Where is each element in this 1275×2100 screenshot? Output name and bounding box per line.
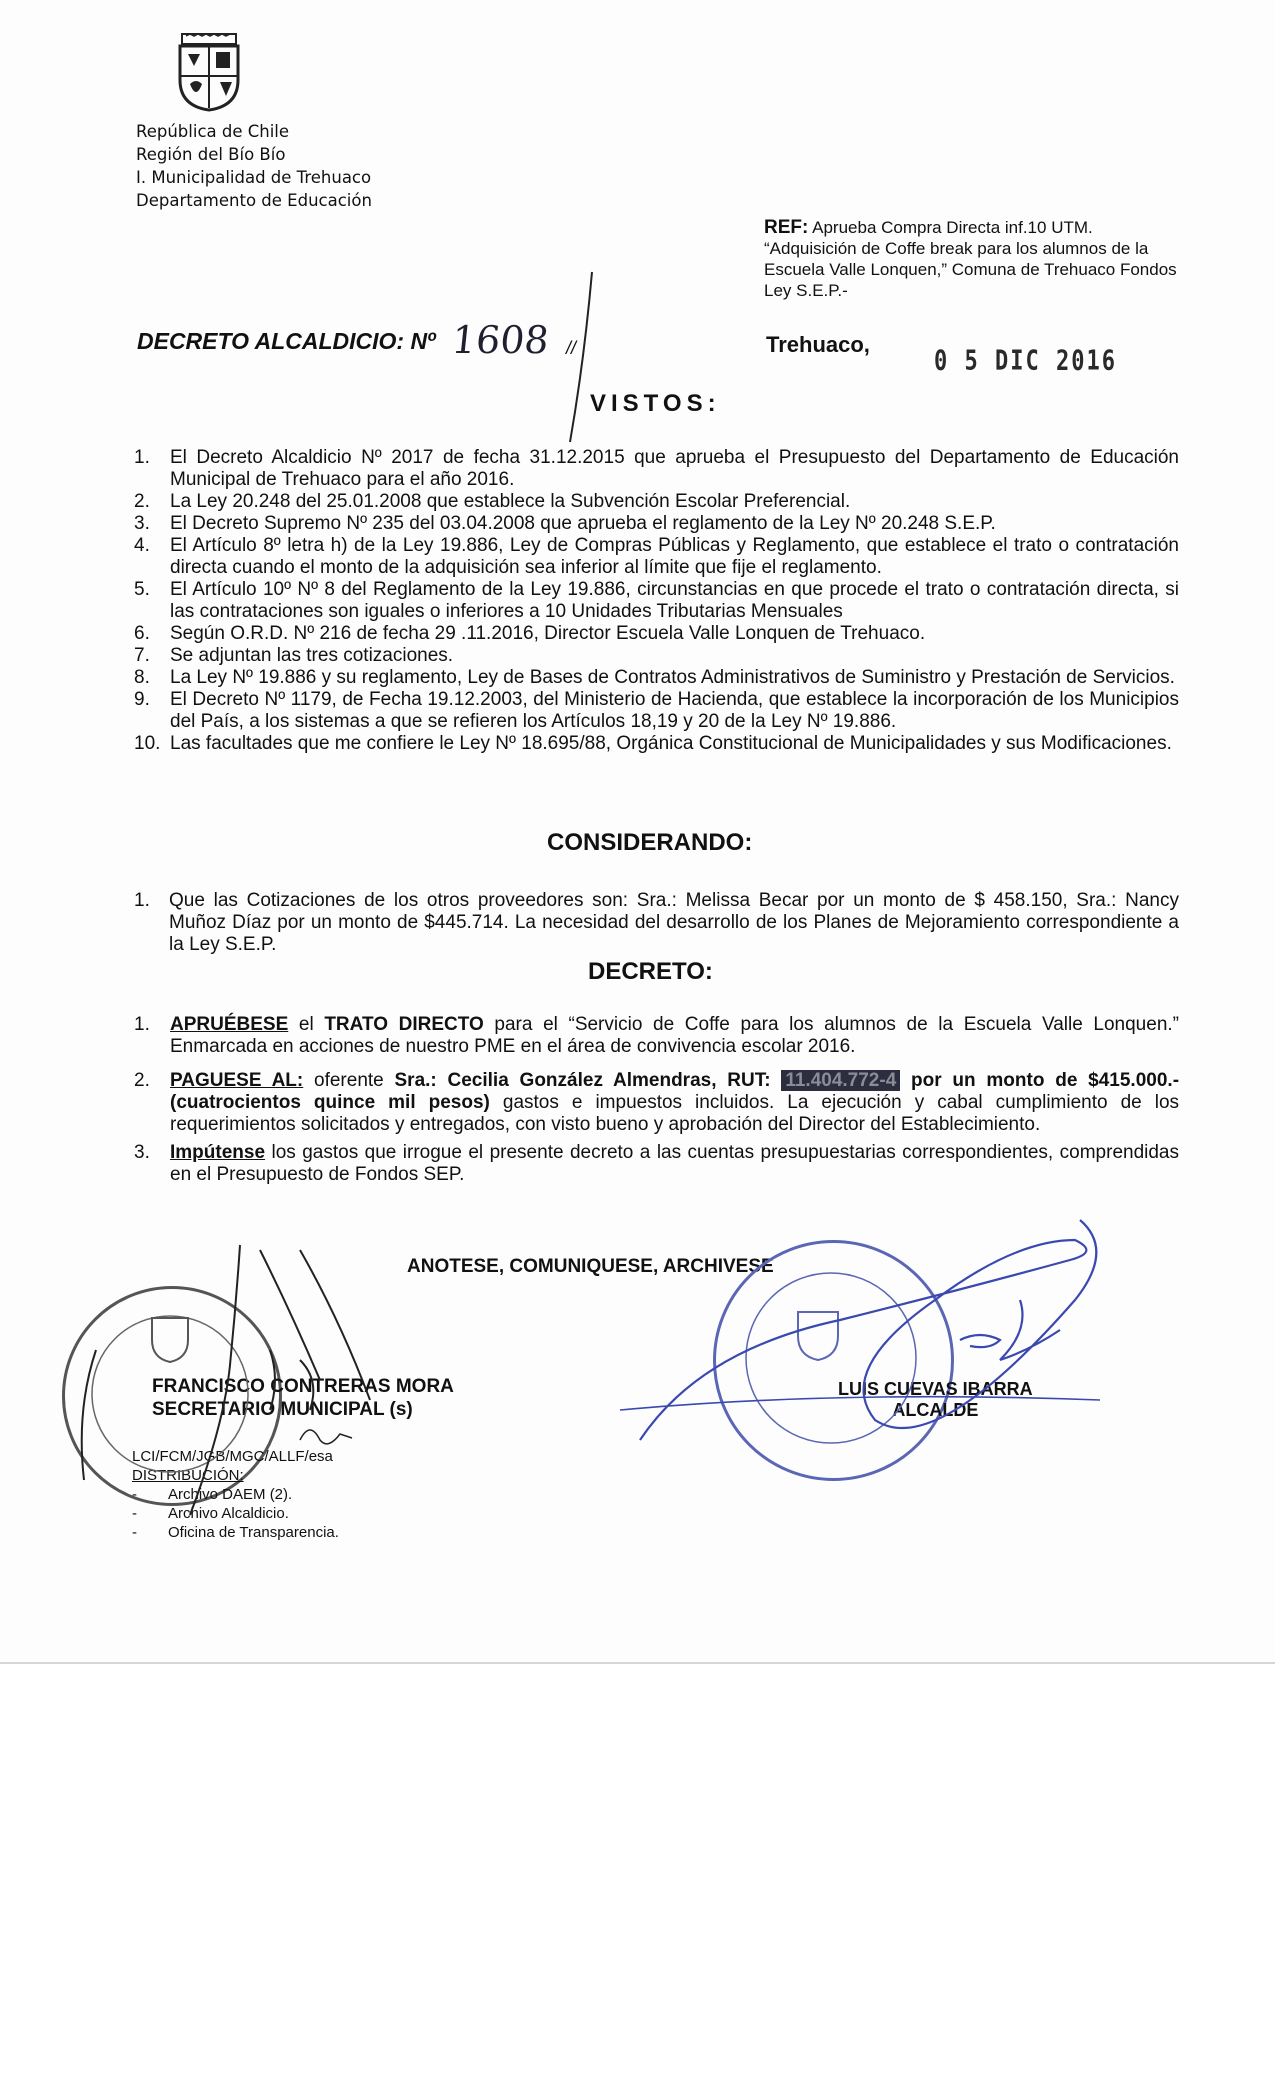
item-number: 1.	[134, 890, 150, 911]
item-text: La Ley Nº 19.886 y su reglamento, Ley de Bases de Contratos Administrativos de Suministro y Prestación de Servicios.	[170, 667, 1175, 688]
item-number: 4.	[134, 535, 150, 556]
institution-block	[136, 120, 372, 212]
municipal-crest-icon	[176, 32, 242, 112]
mayor-title: ALCALDE	[892, 1400, 979, 1420]
blank-area	[0, 1664, 1275, 2100]
list-item	[134, 645, 1179, 667]
secretary-initials-scribble	[300, 1430, 352, 1444]
list-item	[134, 623, 1179, 645]
distribution-item: - Archivo Alcaldicio.	[132, 1504, 339, 1523]
item-number: 10.	[134, 733, 161, 754]
item-lead: APRUÉBESE	[170, 1014, 289, 1035]
ref-text: Aprueba Compra Directa inf.10 UTM. “Adquisición de Coffe break para los alumnos de la Escuela Valle Lonquen,” Comuna de Trehuaco Fondos Ley S.E.P.-	[764, 218, 1177, 300]
list-item	[134, 447, 1179, 491]
item-text: El Artículo 8º letra h) de la Ley 19.886, Ley de Compras Públicas y Reglamento, que establece el trato o contratación directa cuando el monto de la adquisición sea inferior al límite que fije el reglamento.	[170, 535, 1179, 578]
redacted-rut: 11.404.772-4	[781, 1070, 900, 1091]
secretary-name: FRANCISCO CONTRERAS MORA	[152, 1376, 454, 1397]
secretary-title: SECRETARIO MUNICIPAL (s)	[152, 1399, 413, 1420]
item-text: Que las Cotizaciones de los otros proveedores son: Sra.: Melissa Becar por un monto de $ 458.150, Sra.: Nancy Muñoz Díaz por un monto de $445.714. La necesidad del desarrollo de los Planes de Mejoramiento correspondiente a la Ley S.E.P.	[169, 890, 1179, 955]
item-text: El Artículo 10º Nº 8 del Reglamento de la Ley 19.886, circunstancias en que procede el trato o contratación directa, si las contrataciones son iguales o inferiores a 10 Unidades Tributarias Mensuales	[170, 579, 1179, 622]
mayor-name: LUIS CUEVAS IBARRA	[838, 1379, 1033, 1399]
item-number: 3.	[134, 513, 150, 534]
list-item	[134, 491, 1179, 513]
distribution-item: - Archivo DAEM (2).	[132, 1485, 339, 1504]
decreto-list	[134, 1014, 1179, 1198]
item-number: 2.	[134, 1070, 150, 1091]
institution-line: República de Chile	[136, 122, 290, 141]
decree-slashes: //	[566, 338, 577, 358]
item-text: oferente	[303, 1070, 395, 1091]
decreto-heading: DECRETO:	[588, 958, 713, 985]
secretary-signature-block	[152, 1375, 454, 1421]
item-text: Se adjuntan las tres cotizaciones.	[170, 645, 454, 666]
item-text: los gastos que irrogue el presente decreto a las cuentas presupuestarias correspondientes, comprendidas en el Presupuesto de Fondos SEP.	[170, 1142, 1179, 1185]
list-item	[134, 890, 1179, 956]
considerando-list	[134, 890, 1179, 956]
distribution-title: DISTRIBUCIÓN:	[132, 1467, 244, 1484]
item-number: 9.	[134, 689, 150, 710]
item-bold: Sra.: Cecilia González Almendras, RUT:	[394, 1070, 771, 1091]
item-text: el	[288, 1014, 325, 1035]
item-text: El Decreto Alcaldicio Nº 2017 de fecha 31.12.2015 que aprueba el Presupuesto del Departamento de Educación Municipal de Trehuaco para el año 2016.	[170, 447, 1179, 490]
institution-line: Región del Bío Bío	[136, 145, 286, 164]
distribution-block	[132, 1466, 339, 1542]
item-text: Según O.R.D. Nº 216 de fecha 29 .11.2016, Director Escuela Valle Lonquen de Trehuaco.	[170, 623, 926, 644]
considerando-heading: CONSIDERANDO:	[547, 829, 753, 856]
list-item	[134, 1014, 1179, 1058]
item-bold: por un monto de $415.000.- (cuatrocientos quince mil pesos)	[170, 1070, 1180, 1113]
place-label: Trehuaco,	[766, 332, 870, 357]
item-number: 8.	[134, 667, 150, 688]
list-item	[134, 513, 1179, 535]
item-bold: TRATO DIRECTO	[324, 1014, 484, 1035]
list-item	[134, 733, 1179, 755]
item-number: 5.	[134, 579, 150, 600]
list-item	[134, 667, 1179, 689]
date-stamp: 0 5 DIC 2016	[934, 345, 1117, 378]
item-text: para el “Servicio de Coffe para los alumnos de la Escuela Valle Lonquen.” Enmarcada en acciones de nuestro PME en el área de convivencia escolar 2016.	[170, 1014, 1179, 1057]
decree-title: DECRETO ALCALDICIO: Nº	[137, 328, 436, 354]
list-item	[134, 1142, 1179, 1186]
closing-formula: ANOTESE, COMUNIQUESE, ARCHIVESE	[407, 1256, 774, 1277]
item-text: gastos e impuestos incluidos. La ejecución y cabal cumplimiento de los requerimientos solicitados y entregados, con visto bueno y aprobación del Director del Establecimiento.	[170, 1092, 1180, 1135]
item-number: 2.	[134, 491, 150, 512]
item-text: Las facultades que me confiere le Ley Nº 18.695/88, Orgánica Constitucional de Municipalidades y sus Modificaciones.	[170, 733, 1172, 754]
item-number: 1.	[134, 1014, 150, 1035]
list-item	[134, 535, 1179, 579]
reference-block	[764, 217, 1184, 301]
vistos-heading: VISTOS:	[590, 390, 721, 417]
item-lead: Impútense	[170, 1142, 266, 1163]
drafter-initials: LCI/FCM/JGB/MGC/ALLF/esa	[132, 1448, 333, 1465]
mayor-signature-block	[838, 1379, 1033, 1421]
vistos-list	[134, 447, 1179, 755]
mayor-seal-icon	[713, 1240, 954, 1481]
institution-line: Departamento de Educación	[136, 191, 372, 210]
list-item	[134, 579, 1179, 623]
item-lead: PAGUESE AL:	[170, 1070, 304, 1091]
item-text: El Decreto Supremo Nº 235 del 03.04.2008 que aprueba el reglamento de la Ley Nº 20.248 S.E.P.	[170, 513, 996, 534]
distribution-list	[132, 1485, 339, 1542]
list-item	[134, 689, 1179, 733]
item-text: El Decreto Nº 1179, de Fecha 19.12.2003, del Ministerio de Hacienda, que establece la incorporación de los Municipios del País, a los sistemas a que se refieren los Artículos 18,19 y 20 de la Ley Nº 19.886.	[170, 689, 1179, 732]
ref-label: REF:	[764, 217, 809, 238]
item-number: 1.	[134, 447, 150, 468]
item-number: 7.	[134, 645, 150, 666]
distribution-item: - Oficina de Transparencia.	[132, 1523, 339, 1542]
item-number: 3.	[134, 1142, 150, 1163]
item-text: La Ley 20.248 del 25.01.2008 que establece la Subvención Escolar Preferencial.	[170, 491, 851, 512]
decree-number-handwritten: 1608	[449, 318, 552, 362]
item-number: 6.	[134, 623, 150, 644]
list-item	[134, 1070, 1179, 1136]
institution-line: I. Municipalidad de Trehuaco	[136, 168, 372, 187]
